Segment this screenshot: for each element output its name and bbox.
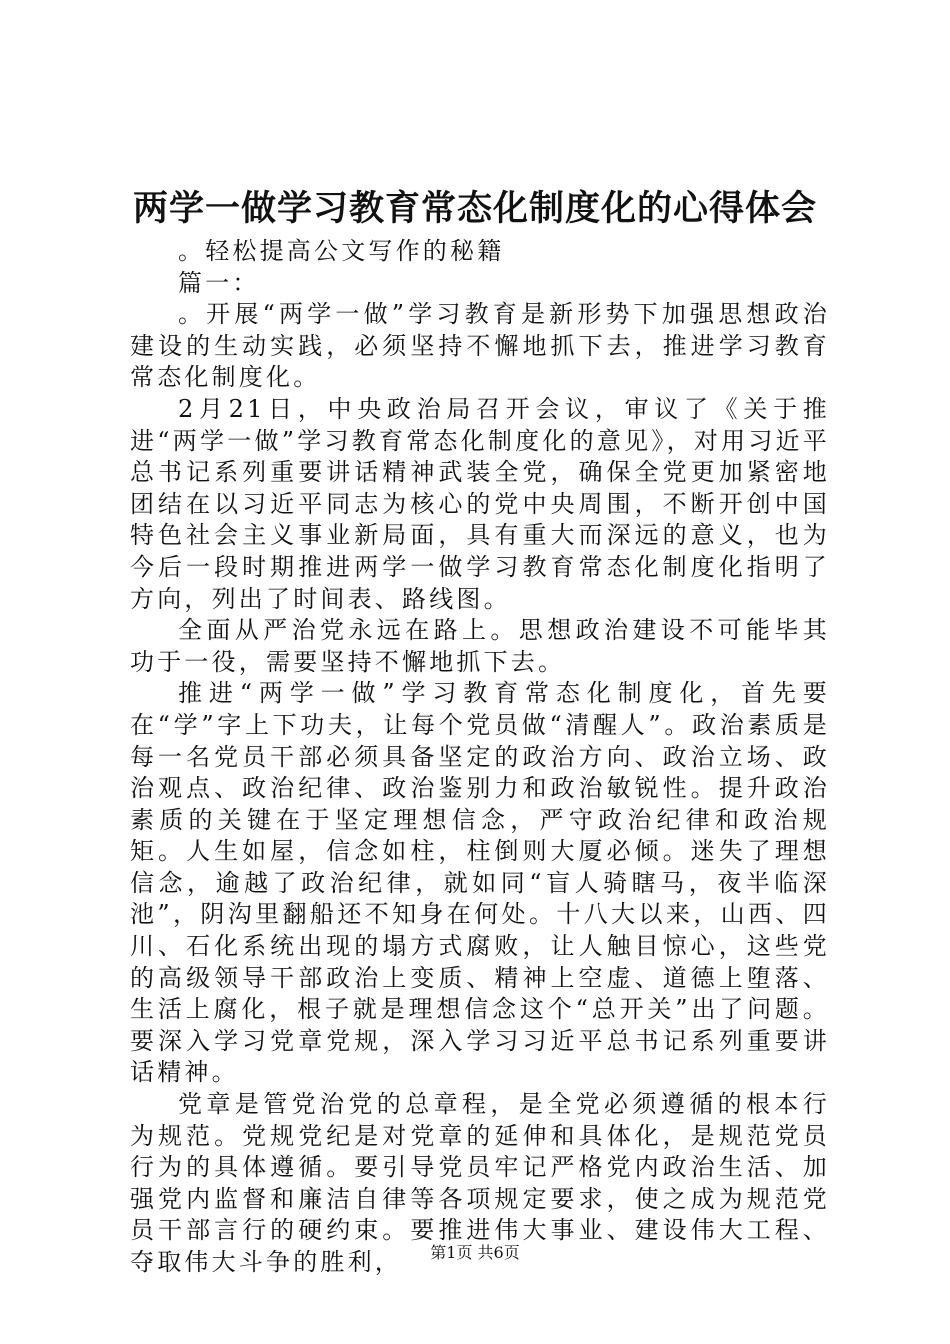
page-number-footer: 第1页 共6页 — [430, 1243, 520, 1262]
paragraph: 党章是管党治党的总章程，是全党必须遵循的根本行为规范。党规党纪是对党章的延伸和具体化，是规范党员行为的具体遵循。要引导党员牢记严格党内政治生活、加强党内监督和廉洁自律等各项规定要求，使之成为规范党员干部言行的硬约束。要推进伟大事业、建设伟大工程、夺取伟大斗争的胜利， — [130, 1090, 830, 1276]
paragraph: 推进“两学一做”学习教育常态化制度化，首先要在“学”字上下功夫，让每个党员做“清醒人”。政治素质是每一名党员干部必须具备坚定的政治方向、政治立场、政治观点、政治纪律、政治鉴别力和政治敏锐性。提升政治素质的关键在于坚定理想信念，严守政治纪律和政治规矩。人生如屋，信念如柱，柱倒则大厦必倾。迷失了理想信念，逾越了政治纪律，就如同“盲人骑瞎马，夜半临深池”，阴沟里翻船还不知身在何处。十八大以来，山西、四川、石化系统出现的塌方式腐败，让人触目惊心，这些党的高级领导干部政治上变质、精神上空虚、道德上堕落、生活上腐化，根子就是理想信念这个“总开关”出了问题。要深入学习党章党规，深入学习习近平总书记系列重要讲话精神。 — [130, 679, 830, 1087]
document-title: 两学一做学习教育常态化制度化的心得体会 — [132, 188, 817, 229]
paragraph: 篇一： — [178, 268, 260, 297]
paragraph: 全面从严治党永远在路上。思想政治建设不可能毕其功于一役，需要坚持不懈地抓下去。 — [130, 616, 830, 676]
paragraph: 。开展“两学一做”学习教育是新形势下加强思想政治建设的生动实践，必须坚持不懈地抓下去，推进学习教育常态化制度化。 — [130, 300, 830, 392]
document-body — [130, 236, 830, 1279]
paragraph: 。轻松提高公文写作的秘籍 — [178, 237, 505, 265]
paragraph: 2月21日，中央政治局召开会议，审议了《关于推进“两学一做”学习教育常态化制度化的意见》，对用习近平总书记系列重要讲话精神武装全党，确保全党更加紧密地团结在以习近平同志为核心的党中央周围，不断开创中国特色社会主义事业新局面，具有重大而深远的意义，也为今后一段时期推进两学一做学习教育常态化制度化指明了方向，列出了时间表、路线图。 — [130, 394, 830, 613]
